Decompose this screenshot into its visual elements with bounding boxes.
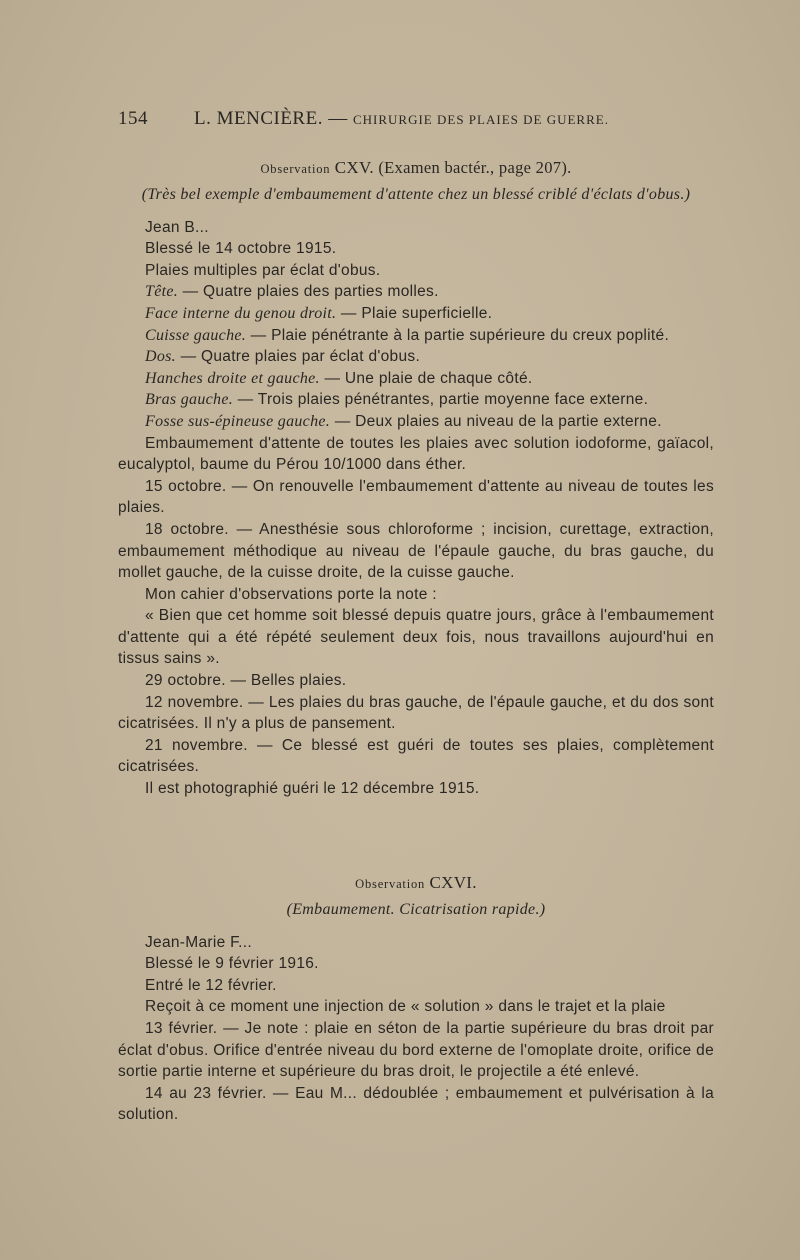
wound-site: Hanches droite et gauche.: [145, 369, 320, 387]
wound-description: — Quatre plaies des parties molles.: [178, 283, 439, 301]
observation-115-subtitle: (Très bel exemple d'embaumement d'attente chez un blessé criblé d'éclats d'obus.): [141, 185, 691, 203]
wound-description: — Quatre plaies par éclat d'obus.: [175, 348, 421, 366]
observation-115: [118, 157, 714, 800]
entry-oct-18: 18 octobre. — Anesthésie sous chloroforme ; incision, curettage, extraction, embaumement méthodique au niveau de l'épaule gauche, du bras gauche, du mollet gauche, de la cuisse droite, de la cuisse gauche.: [118, 520, 714, 582]
header-dash: —: [322, 108, 353, 129]
observation-ref: (Examen bactér., page 207).: [373, 158, 572, 177]
wound-line: [118, 281, 714, 303]
wound-description: — Une plaie de chaque côté.: [319, 369, 533, 387]
page-number: 154: [118, 108, 148, 129]
wound-line: [118, 368, 714, 390]
wound-summary: Plaies multiples par éclat d'obus.: [145, 261, 381, 279]
wound-description: — Trois plaies pénétrantes, partie moyenne face externe.: [233, 391, 649, 409]
wound-site: Fosse sus-épineuse gauche.: [145, 412, 331, 430]
treatment-paragraph: Embaumement d'attente de toutes les plaies avec solution iodoforme, gaïacol, eucalyptol, baume du Pérou 10/1000 dans éther.: [118, 434, 714, 474]
wound-line: [118, 346, 714, 368]
entry-feb-13: 13 février. — Je note : plaie en séton de la partie supérieure du bras droit par éclat d'obus. Orifice d'entrée niveau du bord externe de l'omoplate droite, orifice de sortie partie interne et supérieure du bras droit, le projectile a été enlevé.: [118, 1019, 714, 1081]
wound-site: Cuisse gauche.: [145, 326, 247, 344]
patient-name: Jean-Marie F...: [145, 933, 253, 951]
wound-date: Blessé le 14 octobre 1915.: [145, 240, 337, 258]
entry-nov-12: 12 novembre. — Les plaies du bras gauche, de l'épaule gauche, et du dos sont cicatrisées. Il n'y a plus de pansement.: [118, 693, 714, 733]
wound-site: Tête.: [145, 283, 179, 301]
wound-description: — Deux plaies au niveau de la partie externe.: [330, 412, 662, 430]
author-name: L. MENCIÈRE.: [194, 108, 323, 129]
entry-nov-21: 21 novembre. — Ce blessé est guéri de toutes ses plaies, complètement cicatrisées.: [118, 736, 714, 776]
wound-line: [118, 325, 714, 347]
wound-description: — Plaie pénétrante à la partie supérieure du creux poplité.: [246, 326, 670, 344]
wound-site: Dos.: [145, 348, 176, 366]
observation-label: Observation: [260, 162, 331, 176]
running-title: CHIRURGIE DES PLAIES DE GUERRE.: [352, 112, 609, 127]
wound-description: — Plaie superficielle.: [336, 304, 493, 322]
observation-116-title: [118, 872, 714, 896]
patient-name: Jean B...: [145, 218, 209, 236]
wound-line: [118, 389, 714, 411]
wound-line: [118, 303, 714, 325]
entry-oct-29: 29 octobre. — Belles plaies.: [145, 672, 347, 690]
entry-feb-14-23: 14 au 23 février. — Eau M... dédoublée ; embaumement et pulvérisation à la solution.: [118, 1084, 714, 1124]
entry-date: Entré le 12 février.: [145, 976, 277, 994]
observation-number: CXV.: [334, 158, 374, 177]
wound-site: Bras gauche.: [145, 391, 234, 409]
observation-115-title: [118, 157, 714, 181]
running-header: [118, 108, 718, 130]
notebook-line: Mon cahier d'observations porte la note :: [145, 585, 437, 603]
notebook-quote: « Bien que cet homme soit blessé depuis quatre jours, grâce à l'embaumement d'attente qui a été répété seulement deux fois, nous travaillons aujourd'hui en tissus sains ».: [118, 607, 714, 668]
entry-oct-15: 15 octobre. — On renouvelle l'embaumement d'attente au niveau de toutes les plaies.: [118, 477, 714, 517]
photo-line: Il est photographié guéri le 12 décembre 1915.: [145, 780, 480, 798]
wound-site: Face interne du genou droit.: [145, 304, 337, 322]
injection-line: Reçoit à ce moment une injection de « solution » dans le trajet et la plaie: [145, 998, 666, 1016]
observation-116-subtitle: (Embaumement. Cicatrisation rapide.): [286, 900, 546, 918]
observation-number: CXVI.: [429, 873, 477, 892]
wound-line: [118, 411, 714, 433]
observation-116: [118, 872, 714, 1126]
observation-label: Observation: [355, 877, 426, 891]
wound-date: Blessé le 9 février 1916.: [145, 955, 319, 973]
